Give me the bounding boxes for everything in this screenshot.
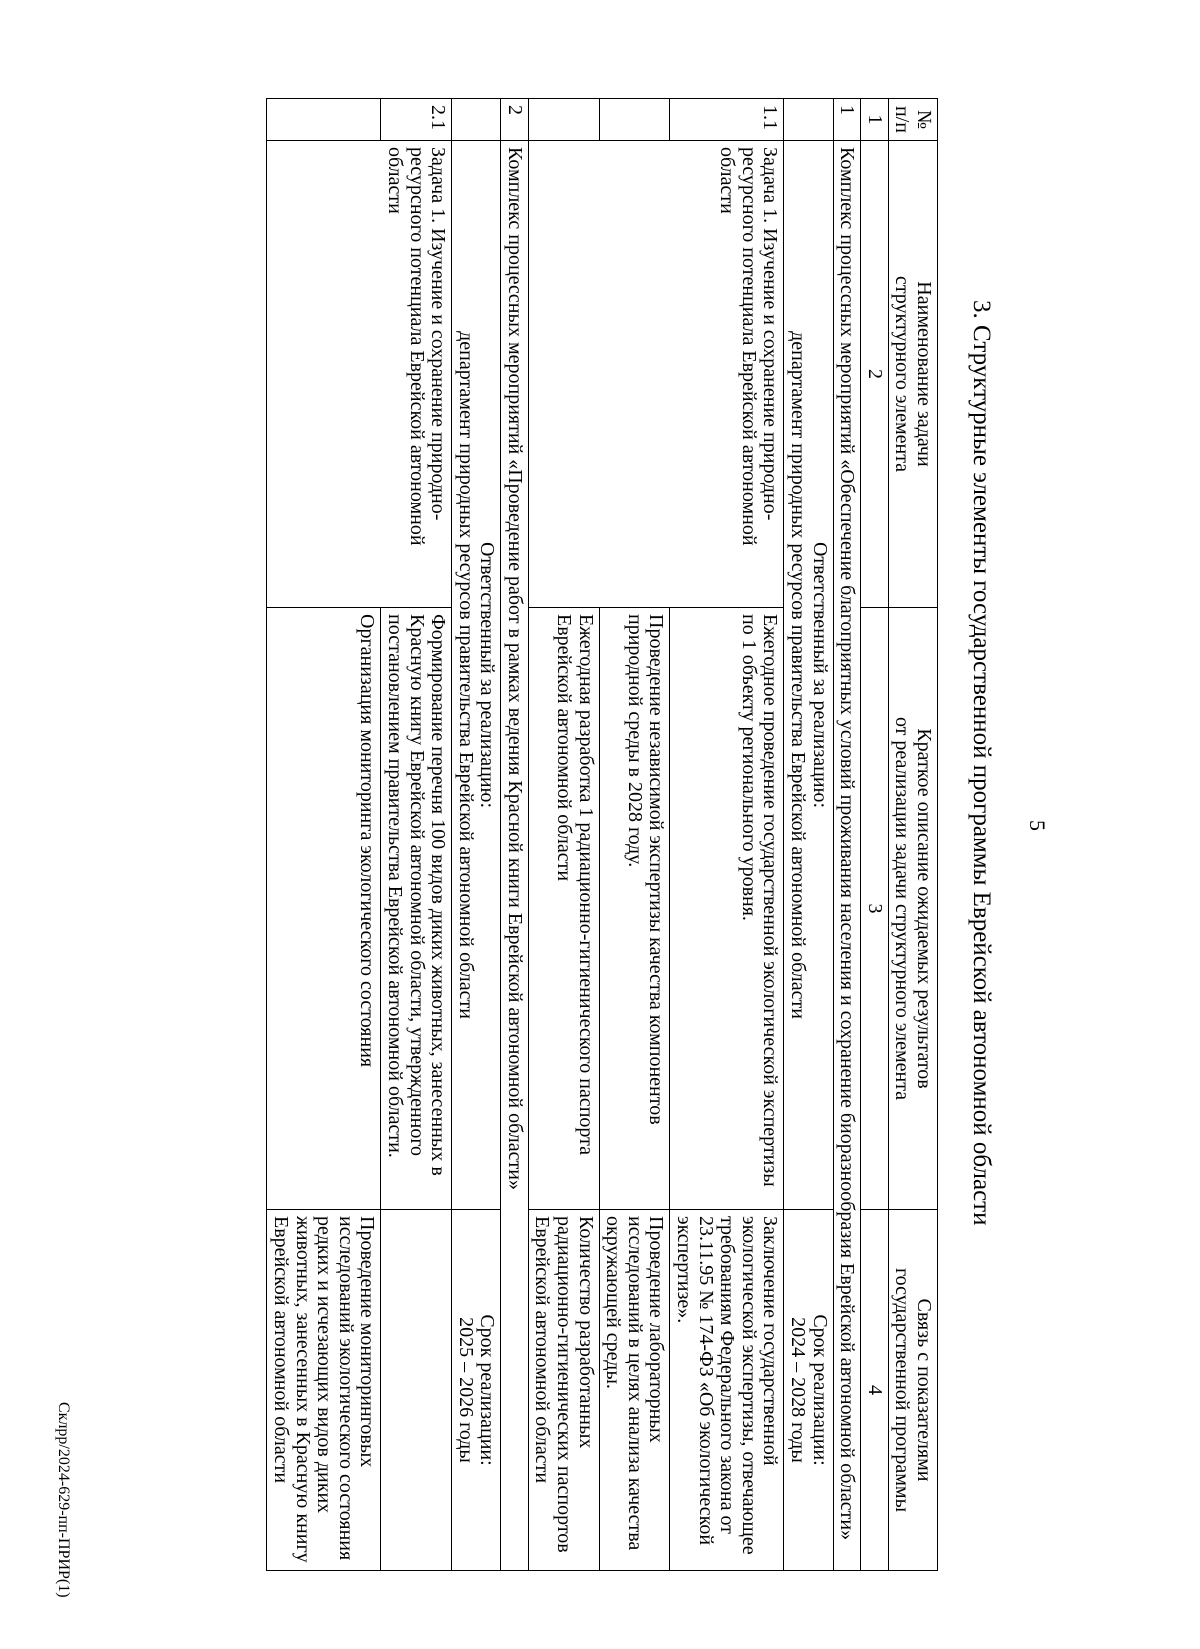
header-desc: Краткое описание ожидаемых результатов от реализации задачи структурного элемента [888,608,937,1210]
result-desc: Проведение независимой экспертизы качества компонентов природной среды в 2028 году. [599,608,670,1210]
col-number: 4 [861,1210,889,1571]
col-number: 2 [861,141,889,608]
responsible-label: Ответственный за реализацию: [808,541,831,809]
period-label: Срок реализации: [476,1314,499,1466]
section-row [501,99,529,1571]
indicator-link: Проведение лабораторных исследований в целях анализа качества окружающей среды. [599,1210,670,1571]
task-row [670,99,784,1571]
empty-cell [267,99,381,141]
responsible-cell [784,141,833,1210]
empty-cell [452,99,501,141]
responsible-row [452,99,501,1571]
indicator-link [381,1210,452,1571]
header-num: № п/п [888,99,937,141]
section-title: Комплекс процессных мероприятий «Проведение работ в рамках ведения Красной книги Еврейской автономной области» [501,141,529,1571]
result-desc: Формирование перечня 100 видов диких животных, занесенных в Красную книгу Еврейской автономной области, утвержденного постановлением правительства Еврейской автономной области. [381,608,452,1210]
col-number: 1 [861,99,889,141]
period-cell [784,1210,833,1571]
empty-cell [599,99,670,141]
task-num: 1.1 [670,99,784,141]
responsible-value: департамент природных ресурсов правительства Еврейской автономной области [787,331,810,1019]
header-name: Наименование задачи структурного элемента [888,141,937,608]
indicator-link: Заключение государственной экологической экспертизы, отвечающее требованиям Федерального закона от 23.11.95 № 174-ФЗ «Об экологической экспертизе». [670,1210,784,1571]
section-num: 1 [833,99,861,141]
period-cell [452,1210,501,1571]
period-value: 2024 – 2028 годы [787,1317,810,1463]
task-name: Задача 1. Изучение и сохранение природно-ресурсного потенциала Еврейской автономной области [528,141,784,608]
section-title: Комплекс процессных мероприятий «Обеспечение благоприятных условий проживания населения и сохранение биоразнообразия Еврейской автономной области» [833,141,861,1571]
period-label: Срок реализации: [808,1314,831,1466]
structural-elements-table [266,98,938,1571]
task-row [381,99,452,1571]
header-link: Связь с показателями государственной программы [888,1210,937,1571]
result-desc: Организация мониторинга экологического состояния [267,608,381,1210]
empty-cell [528,99,599,141]
document-reference-code: Склрр/2024-629-пп-ПРИР(1) [55,1402,72,1598]
task-name: Задача 1. Изучение и сохранение природно-ресурсного потенциала Еврейской автономной области [267,141,452,608]
column-number-row [861,99,889,1571]
empty-cell [784,99,833,141]
section-row [833,99,861,1571]
responsible-value: департамент природных ресурсов правительства Еврейской автономной области [454,331,477,1019]
indicator-link: Количество разработанных радиационно-гигиенических паспортов Еврейской автономной области [528,1210,599,1571]
col-number: 3 [861,608,889,1210]
section-num: 2 [501,99,529,141]
page-number: 5 [1025,820,1050,831]
table-header-row [888,99,937,1571]
task-num: 2.1 [381,99,452,141]
period-value: 2025 – 2026 годы [454,1317,477,1463]
document-title: 3. Структурные элементы государственной программы Еврейской автономной области [968,300,995,1226]
result-desc: Ежегодная разработка 1 радиационно-гигиенического паспорта Еврейской автономной области [528,608,599,1210]
indicator-link: Проведение мониторинговых исследований экологического состояния редких и исчезающих видов диких животных, занесенных в Красную книгу Еврейской автономной области [267,1210,381,1571]
responsible-cell [452,141,501,1210]
result-desc: Ежегодное проведение государственной экологической экспертизы по 1 объекту регионального уровня. [670,608,784,1210]
responsible-label: Ответственный за реализацию: [476,541,499,809]
responsible-row [784,99,833,1571]
